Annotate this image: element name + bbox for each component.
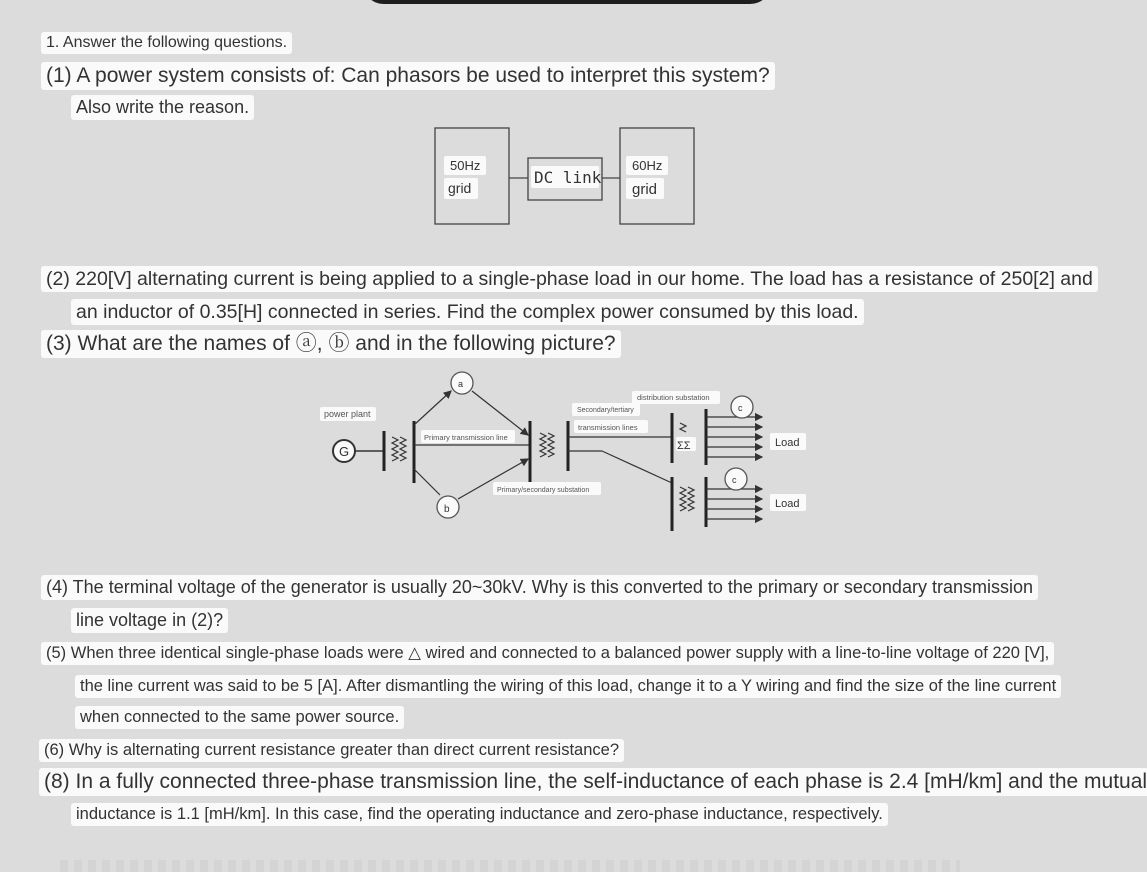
- dc-link-diagram: [420, 120, 710, 232]
- node-c2: c: [732, 475, 737, 485]
- q4-line1: (4) The terminal voltage of the generator is usually 20~30kV. Why is this converted to the primary or secondary transmission: [41, 575, 1038, 600]
- q5-line3: when connected to the same power source.: [75, 706, 404, 729]
- heading: 1. Answer the following questions.: [41, 32, 292, 54]
- bottom-fade: [60, 860, 960, 872]
- q6-line1: (6) Why is alternating current resistance greater than direct current resistance?: [39, 739, 624, 762]
- q2-line1: (2) 220[V] alternating current is being applied to a single-phase load in our home. The load has a resistance of 250[2] and: [41, 266, 1098, 292]
- q2-line2: an inductor of 0.35[H] connected in series. Find the complex power consumed by this load.: [71, 299, 864, 325]
- load-2: Load: [775, 498, 800, 510]
- generator-label: G: [339, 444, 350, 459]
- q4-line2: line voltage in (2)?: [71, 608, 228, 633]
- q3-line1: (3) What are the names of ⓐ, ⓑ and in the following picture?: [41, 330, 621, 358]
- sigma-label: ΣΣ: [677, 440, 691, 452]
- node-c1: c: [738, 403, 743, 413]
- primary-line-label: Primary transmission line: [424, 433, 508, 442]
- secondary-tertiary-label: Secondary/tertiary: [577, 407, 634, 414]
- node-a: a: [458, 379, 464, 389]
- right-grid: grid: [632, 181, 658, 198]
- q8-line2: inductance is 1.1 [mH/km]. In this case, find the operating inductance and zero-phase inductance, respectively.: [71, 803, 888, 826]
- power-system-diagram: [310, 365, 820, 535]
- top-bar: [362, 0, 772, 4]
- transmission-lines-label: transmission lines: [578, 423, 638, 432]
- left-grid: grid: [448, 180, 472, 196]
- power-plant-label: power plant: [324, 409, 371, 419]
- dc-link-label: DC link: [534, 168, 602, 187]
- left-freq: 50Hz: [450, 158, 481, 173]
- prim-sec-substation-label: Primary/secondary substation: [497, 487, 590, 494]
- q5-line1: (5) When three identical single-phase loads were △ wired and connected to a balanced power supply with a line-to-line voltage of 220 [V],: [41, 642, 1054, 665]
- right-freq: 60Hz: [632, 158, 663, 173]
- distribution-substation-label: distribution substation: [637, 393, 710, 402]
- q1-line2: Also write the reason.: [71, 95, 254, 120]
- load-1: Load: [775, 437, 800, 449]
- node-b: b: [444, 504, 450, 515]
- q8-line1: (8) In a fully connected three-phase transmission line, the self-inductance of each phase is 2.4 [mH/km] and the mutual: [39, 768, 1147, 796]
- q5-line2: the line current was said to be 5 [A]. After dismantling the wiring of this load, change it to a Y wiring and find the size of the line current: [75, 675, 1061, 698]
- q1-line1: (1) A power system consists of: Can phasors be used to interpret this system?: [41, 62, 775, 90]
